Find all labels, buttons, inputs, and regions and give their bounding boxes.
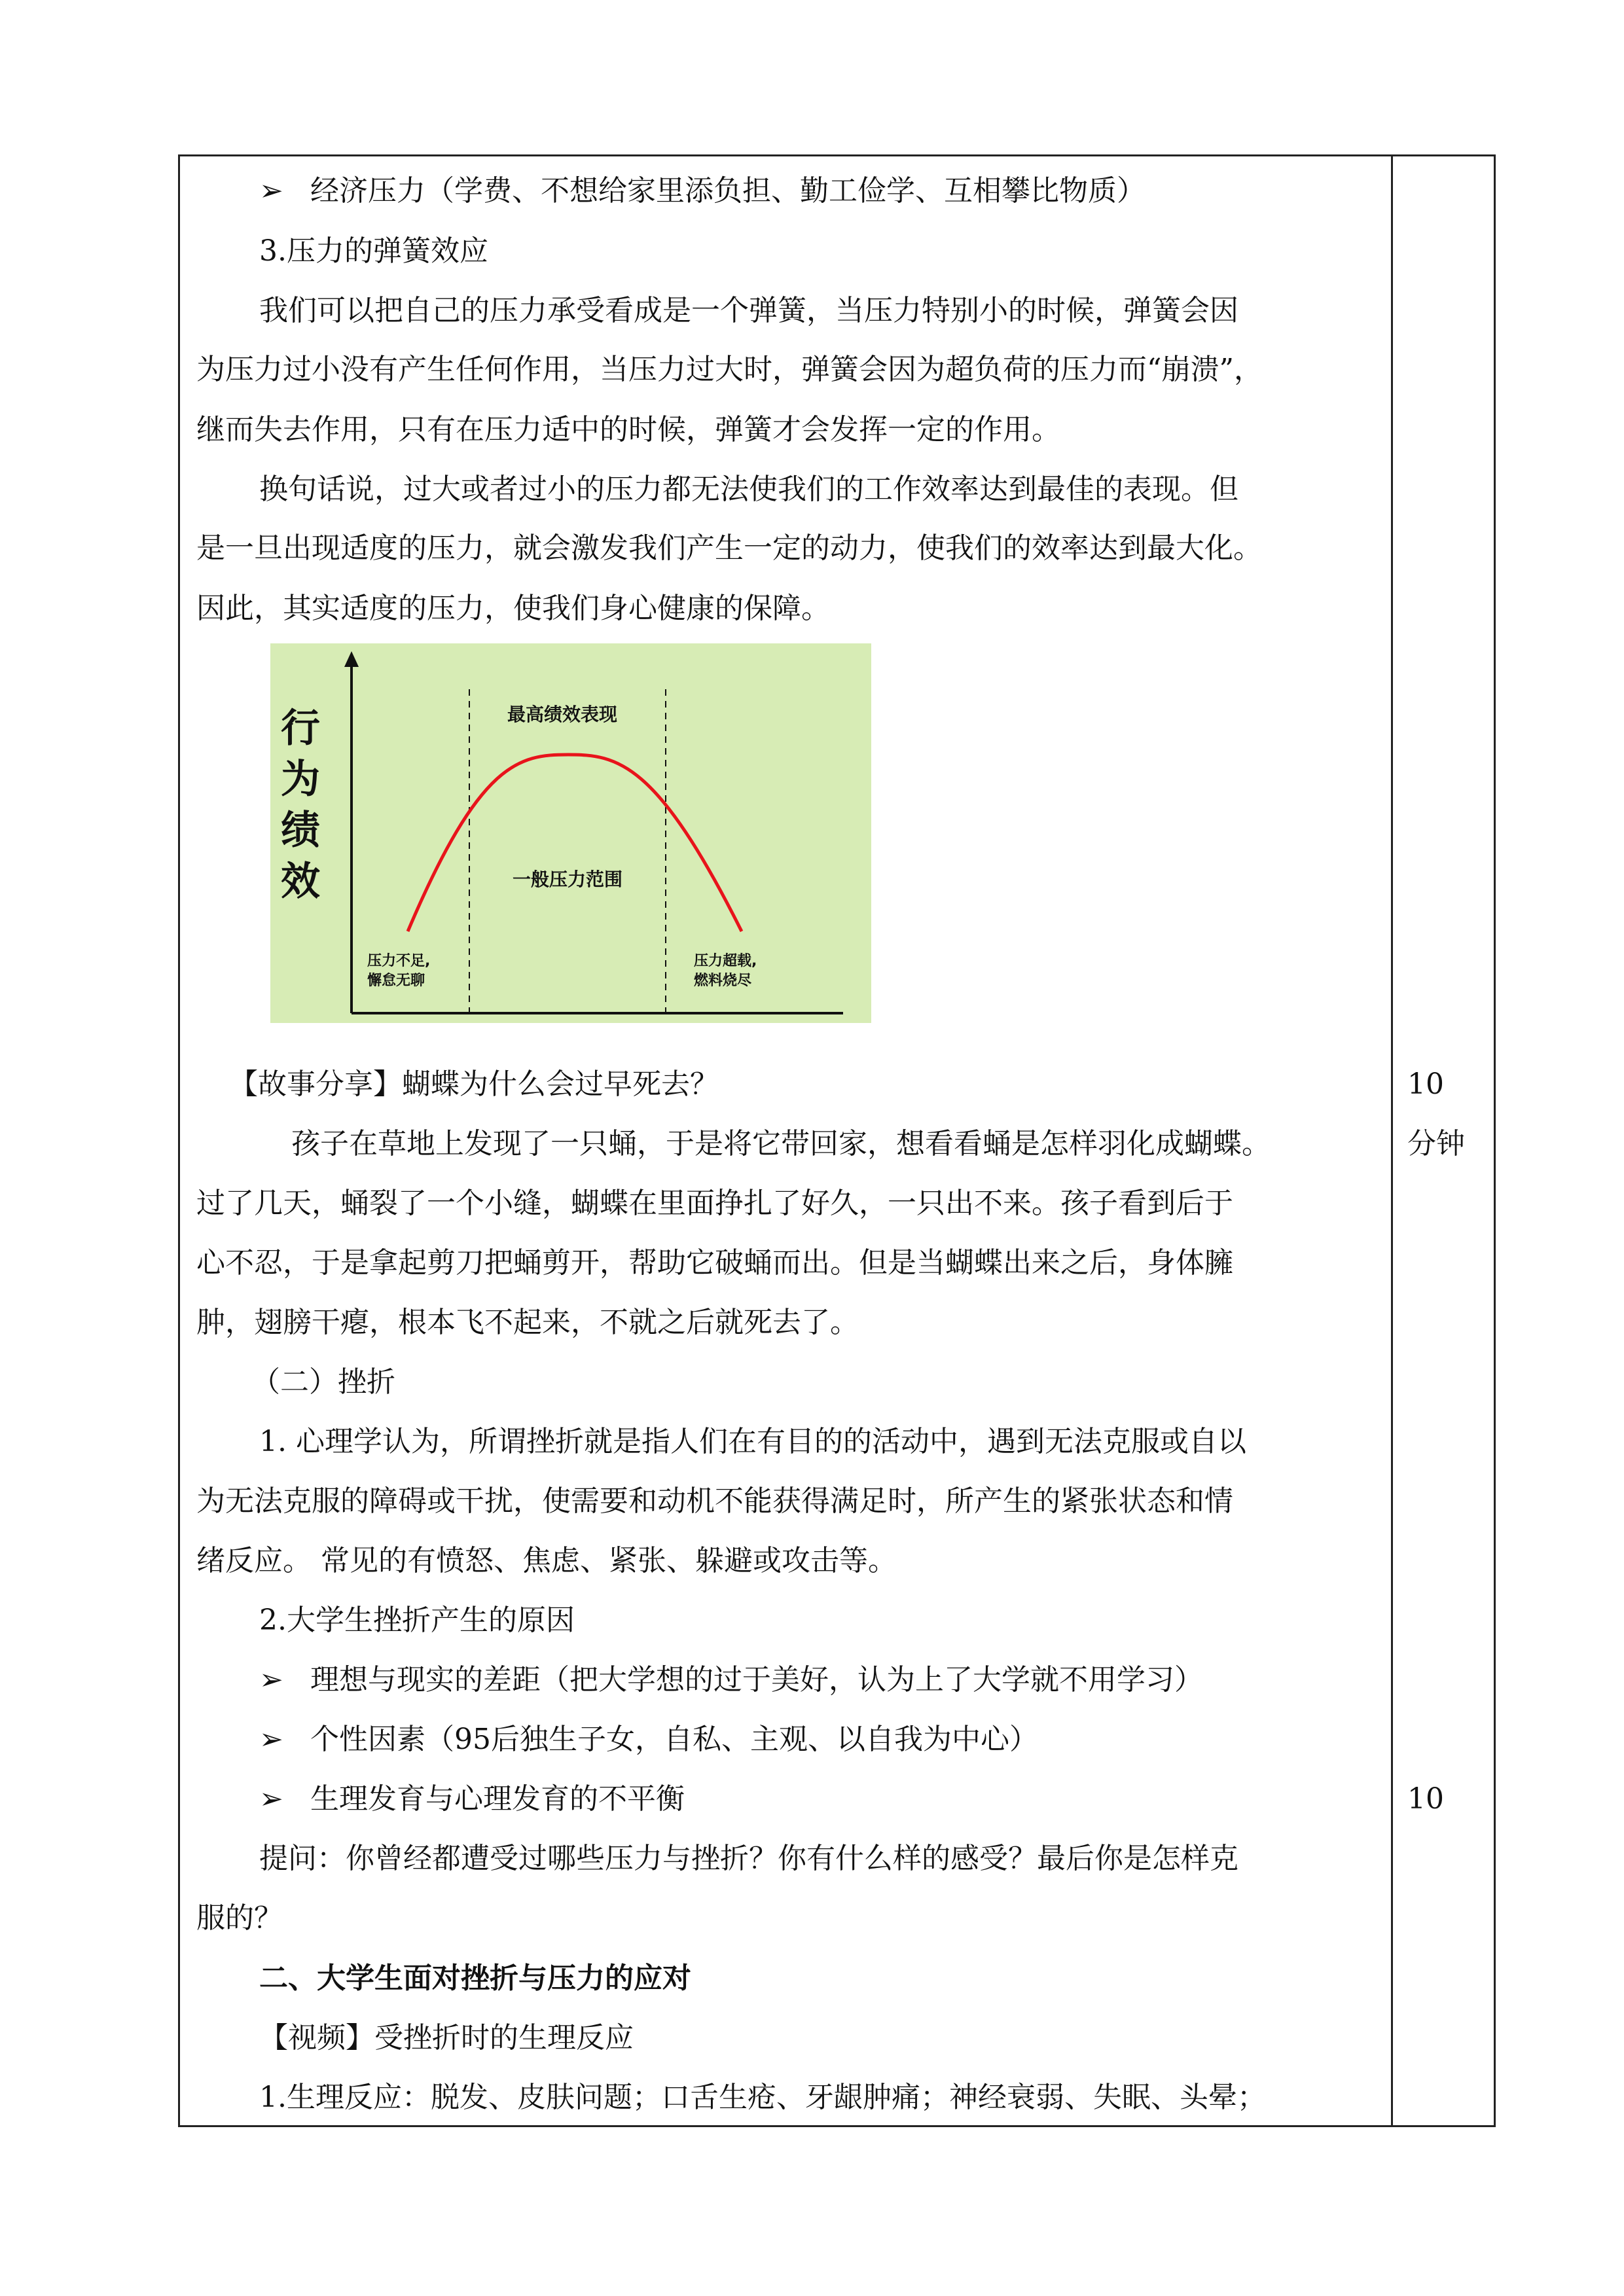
bullet-personality: ➢ 个性因素（95后独生子女，自私、主观、以自我为中心） (259, 1720, 1038, 1759)
left-label-line: 压力不足, (367, 953, 431, 969)
paragraph-line: 绪反应。 常见的有愤怒、焦虑、紧张、躲避或攻击等。 (196, 1544, 897, 1577)
paragraph-line: 为无法克服的障碍或干扰，使需要和动机不能获得满足时，所产生的紧张状态和情 (196, 1484, 1233, 1518)
heading-spring-effect: 3.压力的弹簧效应 (259, 234, 488, 268)
time-value-2: 10 (1407, 1782, 1444, 1816)
top-label: 最高绩效表现 (507, 704, 618, 725)
bullet-development: ➢ 生理发育与心理发育的不平衡 (259, 1780, 685, 1819)
section-heading: 二、大学生面对挫折与压力的应对 (259, 1962, 691, 1995)
paragraph-line: 因此，其实适度的压力，使我们身心健康的保障。 (196, 592, 830, 625)
paragraph-line: 1.生理反应：脱发、皮肤问题；口舌生疮、牙龈肿痛；神经衰弱、失眠、头晕； (259, 2081, 1266, 2114)
ylabel-char: 行 (281, 706, 320, 751)
y-axis-arrow (344, 651, 359, 667)
right-label-line: 压力超载, (694, 953, 757, 969)
heading-frustration: （二）挫折 (251, 1365, 395, 1399)
bullet-arrow-icon: ➢ (259, 1782, 283, 1816)
stress-performance-chart (270, 643, 871, 1023)
story-title: 【故事分享】蝴蝶为什么会过早死去？ (229, 1067, 719, 1101)
ylabel-char: 绩 (281, 808, 320, 853)
paragraph-line: 提问：你曾经都遭受过哪些压力与挫折？你有什么样的感受？最后你是怎样克 (259, 1842, 1238, 1875)
ylabel-char: 效 (281, 859, 320, 905)
paragraph-line: 继而失去作用，只有在压力适中的时候，弹簧才会发挥一定的作用。 (196, 413, 1060, 446)
time-value-1: 10 (1407, 1067, 1444, 1101)
bullet-arrow-icon: ➢ (259, 1663, 283, 1696)
bullet-ideal-reality: ➢ 理想与现实的差距（把大学想的过于美好，认为上了大学就不用学习） (259, 1660, 1203, 1700)
paragraph-line: 肿，翅膀干瘪，根本飞不起来，不就之后就死去了。 (196, 1306, 859, 1339)
bullet-arrow-icon: ➢ (259, 174, 283, 207)
paragraph-line: 心不忍，于是拿起剪刀把蛹剪开，帮助它破蛹而出。但是当蝴蝶出来之后，身体臃 (196, 1246, 1233, 1280)
paragraph-line: 换句话说，过大或者过小的压力都无法使我们的工作效率达到最佳的表现。但 (259, 473, 1238, 506)
bullet-economic: ➢ 经济压力（学费、不想给家里添负担、勤工俭学、互相攀比物质） (259, 171, 1146, 211)
bullet-arrow-icon: ➢ (259, 1723, 283, 1756)
paragraph-line: 1. 心理学认为，所谓挫折就是指人们在有目的的活动中，遇到无法克服或自以 (259, 1425, 1246, 1458)
paragraph-line: 孩子在草地上发现了一只蛹，于是将它带回家，想看看蛹是怎样羽化成蝴蝶。 (291, 1127, 1271, 1160)
paragraph-line: 过了几天，蛹裂了一个小缝，蝴蝶在里面挣扎了好久，一只出不来。孩子看到后于 (196, 1187, 1233, 1220)
paragraph-line: 是一旦出现适度的压力，就会激发我们产生一定的动力，使我们的效率达到最大化。 (196, 531, 1262, 565)
paragraph-line: 为压力过小没有产生任何作用，当压力过大时，弹簧会因为超负荷的压力而“崩溃”， (196, 353, 1263, 386)
mid-label: 一般压力范围 (512, 869, 623, 890)
column-divider (1391, 154, 1393, 2127)
left-label-line: 懈怠无聊 (367, 973, 425, 989)
paragraph-line: 服的？ (196, 1901, 283, 1935)
paragraph-line: 我们可以把自己的压力承受看成是一个弹簧，当压力特别小的时候，弹簧会因 (259, 294, 1238, 327)
performance-curve (408, 755, 742, 931)
time-unit-1: 分钟 (1407, 1127, 1465, 1160)
right-label-line: 燃料烧尽 (694, 973, 752, 989)
chart-svg (270, 643, 871, 1023)
heading-causes: 2.大学生挫折产生的原因 (259, 1604, 575, 1637)
video-title: 【视频】受挫折时的生理反应 (259, 2021, 634, 2054)
ylabel-char: 为 (281, 757, 320, 802)
